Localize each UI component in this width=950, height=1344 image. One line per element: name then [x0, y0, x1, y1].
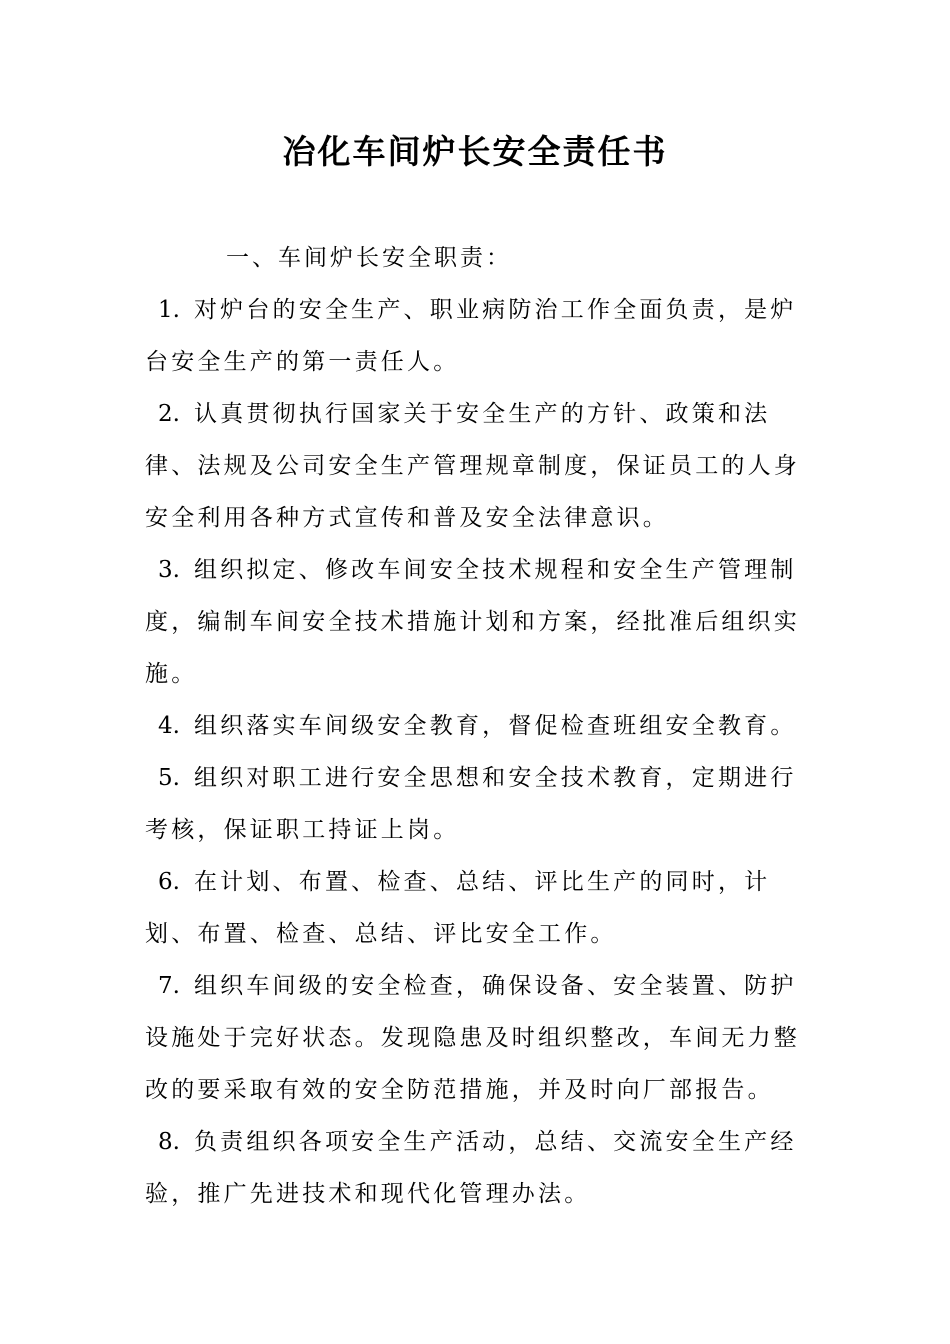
section-heading: 一、车间炉长安全职责：: [226, 245, 512, 271]
list-item: [145, 752, 815, 856]
list-item: [145, 960, 815, 1116]
list-item: [145, 544, 815, 700]
item-text: 认真贯彻执行国家关于安全生产的方针、政策和法律、法规及公司安全生产管理规章制度，保证员工的人身安全利用各种方式宣传和普及安全法律意识。: [145, 401, 800, 531]
list-item: [145, 388, 815, 544]
item-number: 1.: [158, 297, 180, 323]
item-text: 组织落实车间级安全教育，督促检查班组安全教育。: [193, 713, 797, 739]
document-title: 冶化车间炉长安全责任书: [282, 132, 668, 171]
list-item: [145, 700, 815, 752]
item-number: 6.: [158, 869, 180, 895]
item-number: 7.: [158, 973, 180, 999]
list-item: [145, 856, 815, 960]
list-item: [145, 1116, 815, 1220]
item-text: 在计划、布置、检查、总结、评比生产的同时，计划、布置、检查、总结、评比安全工作。: [145, 869, 771, 947]
item-number: 4.: [158, 713, 180, 739]
responsibility-list: [145, 284, 815, 1220]
item-number: 3.: [158, 557, 180, 583]
item-number: 2.: [158, 401, 180, 427]
item-number: 8.: [158, 1129, 180, 1155]
item-text: 组织车间级的安全检查，确保设备、安全装置、防护设施处于完好状态。发现隐患及时组织整改，车间无力整改的要采取有效的安全防范措施，并及时向厂部报告。: [145, 973, 800, 1103]
list-item: [145, 284, 815, 388]
item-text: 负责组织各项安全生产活动，总结、交流安全生产经验，推广先进技术和现代化管理办法。: [145, 1129, 797, 1207]
item-number: 5.: [158, 765, 180, 791]
item-text: 组织对职工进行安全思想和安全技术教育，定期进行考核，保证职工持证上岗。: [145, 765, 797, 843]
item-text: 组织拟定、修改车间安全技术规程和安全生产管理制度，编制车间安全技术措施计划和方案，经批准后组织实施。: [145, 557, 800, 687]
item-text: 对炉台的安全生产、职业病防治工作全面负责，是炉台安全生产的第一责任人。: [145, 297, 797, 375]
